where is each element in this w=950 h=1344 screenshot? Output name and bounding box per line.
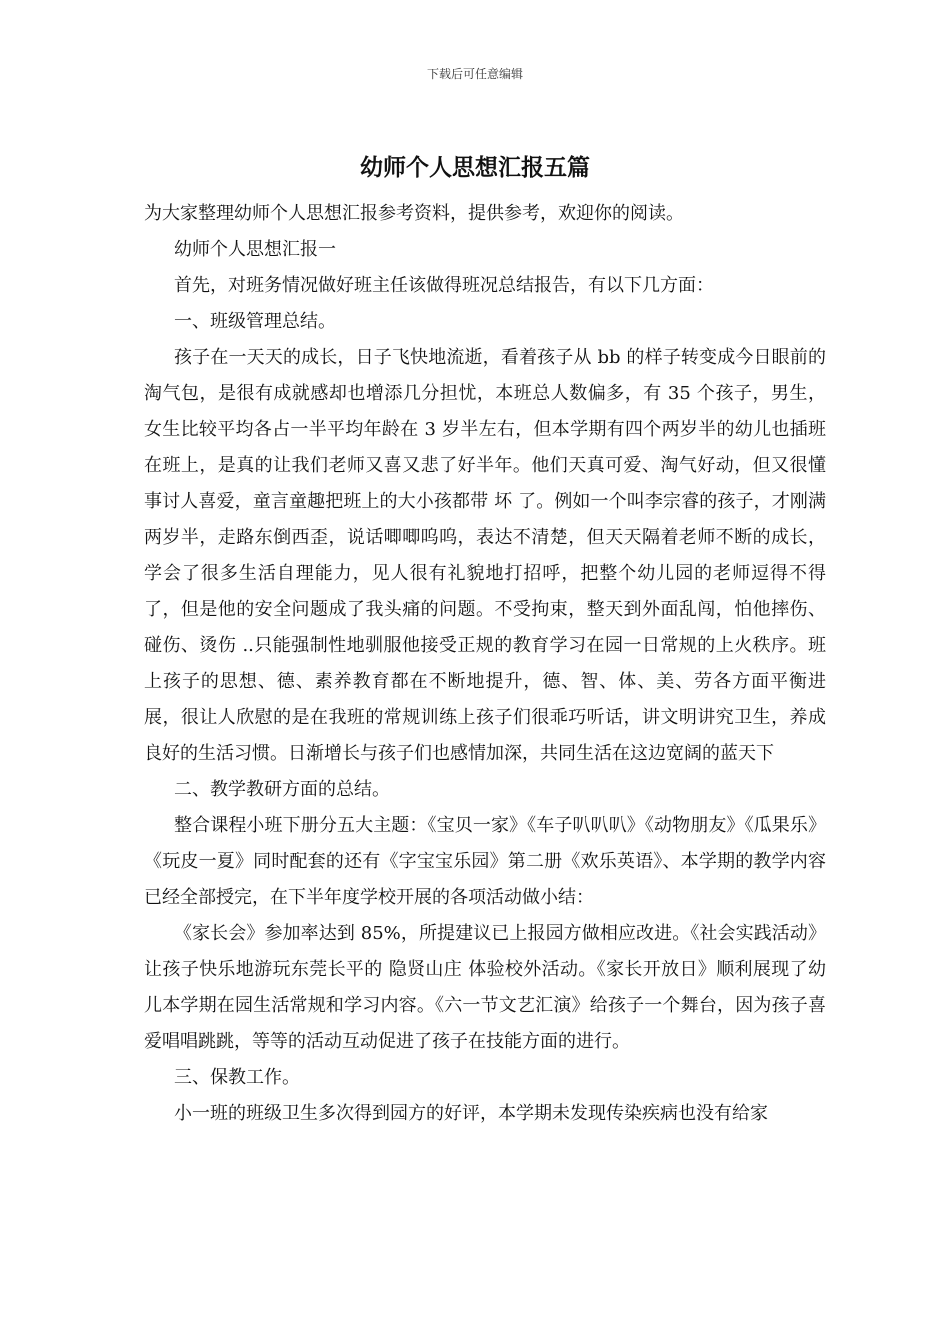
body-paragraph: 整合课程小班下册分五大主题：《宝贝一家》《车子叭叭叭》《动物朋友》《瓜果乐》《玩皮一夏》同时配套的还有《字宝宝乐园》第二册《欢乐英语》、本学期的教学内容已经全部授完，在下半年度学校开展的各项活动做小结： (144, 815, 826, 908)
section-heading-care-work: 三、保教工作。 (174, 1067, 300, 1088)
intro-paragraph: 为大家整理幼师个人思想汇报参考资料，提供参考，欢迎你的阅读。 (144, 203, 684, 224)
section-heading-class-management: 一、班级管理总结。 (174, 311, 336, 332)
body-paragraph: 小一班的班级卫生多次得到园方的好评，本学期未发现传染疾病也没有给家 (174, 1103, 768, 1124)
section-heading-teaching: 二、教学教研方面的总结。 (174, 779, 390, 800)
section-heading-report-one: 幼师个人思想汇报一 (174, 239, 336, 260)
document-body (144, 196, 826, 1132)
page-header-note: 下载后可任意编辑 (426, 67, 523, 81)
body-paragraph: 首先，对班务情况做好班主任该做得班况总结报告，有以下几方面： (174, 275, 714, 296)
body-paragraph: 孩子在一天天的成长，日子飞快地流逝，看着孩子从 bb 的样子转变成今日眼前的淘气包，是很有成就感却也增添几分担忧，本班总人数偏多，有 35 个孩子，男生，女生比较平均各占一半平均年龄在 3 岁半左右，但本学期有四个两岁半的幼儿也插班在班上，是真的让我们老师又喜又悲了好半年。他们天真可爱、淘气好动，但又很懂事讨人喜爱，童言童趣把班上的大小孩都带 坏 了。例如一个叫李宗睿的孩子，才刚满两岁半，走路东倒西歪，说话唧唧呜呜，表达不清楚，但天天隔着老师不断的成长，学会了很多生活自理能力，见人很有礼貌地打招呼，把整个幼儿园的老师逗得不得了，但是他的安全问题成了我头痛的问题。不受拘束，整天到外面乱闯，怕他摔伤、碰伤、烫伤 ..只能强制性地驯服他接受正规的教育学习在园一日常规的上火秩序。班上孩子的思想、德、素养教育都在不断地提升，德、智、体、美、劳各方面平衡进展，很让人欣慰的是在我班的常规训练上孩子们很乖巧听话，讲文明讲究卫生，养成良好的生活习惯。日渐增长与孩子们也感情加深，共同生活在这边宽阔的蓝天下 (144, 347, 826, 764)
document-title: 幼师个人思想汇报五篇 (360, 154, 590, 181)
body-paragraph: 《家长会》参加率达到 85%，所提建议已上报园方做相应改进。《社会实践活动》让孩子快乐地游玩东莞长平的 隐贤山庄 体验校外活动。《家长开放日》顺利展现了幼儿本学期在园生活常规和学习内容。《六一节文艺汇演》给孩子一个舞台，因为孩子喜爱唱唱跳跳，等等的活动互动促进了孩子在技能方面的进行。 (144, 923, 826, 1052)
